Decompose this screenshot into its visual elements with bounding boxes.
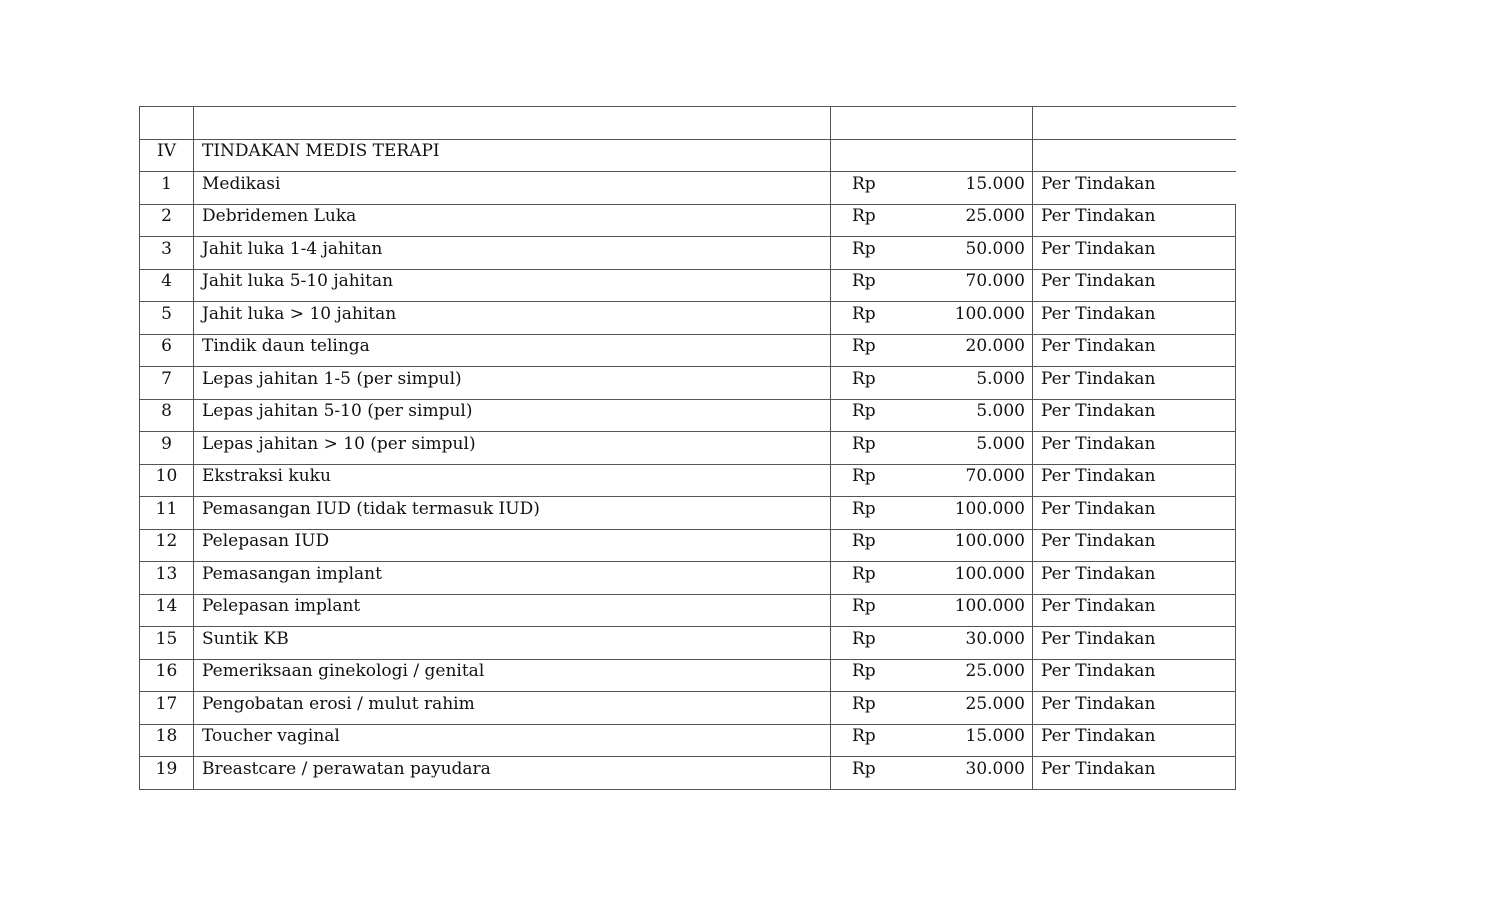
row-number: 4 xyxy=(140,269,194,302)
unit-label: Per Tindakan xyxy=(1033,562,1236,595)
row-number: 15 xyxy=(140,627,194,660)
service-name: Lepas jahitan 5-10 (per simpul) xyxy=(194,399,831,432)
currency-label: Rp xyxy=(852,661,876,682)
currency-label: Rp xyxy=(852,401,876,422)
price-amount: 25.000 xyxy=(965,206,1025,227)
price-amount: 30.000 xyxy=(965,758,1025,779)
price-amount: 100.000 xyxy=(954,498,1025,519)
unit-label: Per Tindakan xyxy=(1033,237,1236,270)
price-amount: 15.000 xyxy=(965,726,1025,747)
blank-header-row xyxy=(140,107,1236,140)
unit-label: Per Tindakan xyxy=(1033,367,1236,400)
currency-label: Rp xyxy=(852,466,876,487)
row-number: 14 xyxy=(140,594,194,627)
section-row xyxy=(140,139,1236,172)
price-amount: 70.000 xyxy=(965,466,1025,487)
unit-label: Per Tindakan xyxy=(1033,659,1236,692)
row-number: 3 xyxy=(140,237,194,270)
table-row xyxy=(140,334,1236,367)
currency-label: Rp xyxy=(852,433,876,454)
currency-label: Rp xyxy=(852,368,876,389)
table-row xyxy=(140,659,1236,692)
price-cell xyxy=(831,464,1033,497)
row-number: 2 xyxy=(140,204,194,237)
row-number: 11 xyxy=(140,497,194,530)
price-cell xyxy=(831,237,1033,270)
row-number: 10 xyxy=(140,464,194,497)
currency-label: Rp xyxy=(852,336,876,357)
price-cell xyxy=(831,594,1033,627)
unit-label: Per Tindakan xyxy=(1033,497,1236,530)
service-name: Pengobatan erosi / mulut rahim xyxy=(194,692,831,725)
price-cell xyxy=(831,692,1033,725)
price-amount: 25.000 xyxy=(965,693,1025,714)
table-body xyxy=(140,107,1236,790)
unit-label: Per Tindakan xyxy=(1033,204,1236,237)
currency-label: Rp xyxy=(852,173,876,194)
price-amount: 70.000 xyxy=(965,271,1025,292)
price-cell xyxy=(831,399,1033,432)
currency-label: Rp xyxy=(852,693,876,714)
price-cell xyxy=(831,204,1033,237)
service-name: Jahit luka 1-4 jahitan xyxy=(194,237,831,270)
unit-label: Per Tindakan xyxy=(1033,302,1236,335)
blank-cell xyxy=(1033,107,1236,140)
unit-label: Per Tindakan xyxy=(1033,399,1236,432)
table-row xyxy=(140,399,1236,432)
row-number: 8 xyxy=(140,399,194,432)
service-name: Toucher vaginal xyxy=(194,724,831,757)
blank-cell xyxy=(140,107,194,140)
table-row xyxy=(140,562,1236,595)
blank-cell xyxy=(831,107,1033,140)
price-amount: 100.000 xyxy=(954,303,1025,324)
price-amount: 100.000 xyxy=(954,563,1025,584)
service-name: Pelepasan implant xyxy=(194,594,831,627)
section-title: TINDAKAN MEDIS TERAPI xyxy=(194,139,831,172)
unit-label: Per Tindakan xyxy=(1033,432,1236,465)
currency-label: Rp xyxy=(852,271,876,292)
price-cell xyxy=(831,334,1033,367)
row-number: 5 xyxy=(140,302,194,335)
price-cell xyxy=(831,269,1033,302)
price-cell xyxy=(831,172,1033,205)
service-name: Pemasangan IUD (tidak termasuk IUD) xyxy=(194,497,831,530)
unit-label: Per Tindakan xyxy=(1033,464,1236,497)
price-cell xyxy=(831,367,1033,400)
blank-cell xyxy=(194,107,831,140)
price-cell xyxy=(831,627,1033,660)
service-name: Jahit luka > 10 jahitan xyxy=(194,302,831,335)
currency-label: Rp xyxy=(852,303,876,324)
currency-label: Rp xyxy=(852,498,876,519)
row-number: 1 xyxy=(140,172,194,205)
row-number: 6 xyxy=(140,334,194,367)
price-amount: 5.000 xyxy=(976,368,1025,389)
currency-label: Rp xyxy=(852,563,876,584)
table-row xyxy=(140,237,1236,270)
currency-label: Rp xyxy=(852,758,876,779)
price-amount: 15.000 xyxy=(965,173,1025,194)
unit-label: Per Tindakan xyxy=(1033,692,1236,725)
blank-cell xyxy=(831,139,1033,172)
currency-label: Rp xyxy=(852,531,876,552)
unit-label: Per Tindakan xyxy=(1033,594,1236,627)
row-number: 16 xyxy=(140,659,194,692)
table-row xyxy=(140,692,1236,725)
service-name: Pemasangan implant xyxy=(194,562,831,595)
unit-label: Per Tindakan xyxy=(1033,724,1236,757)
row-number: 18 xyxy=(140,724,194,757)
price-amount: 25.000 xyxy=(965,661,1025,682)
unit-label: Per Tindakan xyxy=(1033,757,1236,790)
section-number: IV xyxy=(140,139,194,172)
price-amount: 50.000 xyxy=(965,238,1025,259)
table-row xyxy=(140,432,1236,465)
service-name: Pelepasan IUD xyxy=(194,529,831,562)
price-cell xyxy=(831,529,1033,562)
currency-label: Rp xyxy=(852,206,876,227)
table-row xyxy=(140,464,1236,497)
service-name: Lepas jahitan > 10 (per simpul) xyxy=(194,432,831,465)
unit-label: Per Tindakan xyxy=(1033,172,1236,205)
table-row xyxy=(140,172,1236,205)
table-row xyxy=(140,757,1236,790)
price-cell xyxy=(831,302,1033,335)
table-row xyxy=(140,724,1236,757)
price-amount: 5.000 xyxy=(976,433,1025,454)
table-row xyxy=(140,367,1236,400)
price-amount: 5.000 xyxy=(976,401,1025,422)
table-row xyxy=(140,594,1236,627)
price-amount: 100.000 xyxy=(954,596,1025,617)
service-name: Ekstraksi kuku xyxy=(194,464,831,497)
currency-label: Rp xyxy=(852,596,876,617)
unit-label: Per Tindakan xyxy=(1033,269,1236,302)
table-row xyxy=(140,302,1236,335)
table-row xyxy=(140,497,1236,530)
service-name: Pemeriksaan ginekologi / genital xyxy=(194,659,831,692)
currency-label: Rp xyxy=(852,628,876,649)
price-amount: 30.000 xyxy=(965,628,1025,649)
unit-label: Per Tindakan xyxy=(1033,627,1236,660)
row-number: 12 xyxy=(140,529,194,562)
service-name: Suntik KB xyxy=(194,627,831,660)
row-number: 9 xyxy=(140,432,194,465)
price-amount: 100.000 xyxy=(954,531,1025,552)
unit-label: Per Tindakan xyxy=(1033,529,1236,562)
row-number: 7 xyxy=(140,367,194,400)
service-name: Medikasi xyxy=(194,172,831,205)
price-cell xyxy=(831,497,1033,530)
service-name: Jahit luka 5-10 jahitan xyxy=(194,269,831,302)
row-number: 17 xyxy=(140,692,194,725)
blank-cell xyxy=(1033,139,1236,172)
table-row xyxy=(140,529,1236,562)
tariff-table xyxy=(139,106,1236,790)
service-name: Breastcare / perawatan payudara xyxy=(194,757,831,790)
price-cell xyxy=(831,432,1033,465)
service-name: Tindik daun telinga xyxy=(194,334,831,367)
price-cell xyxy=(831,659,1033,692)
price-cell xyxy=(831,757,1033,790)
price-amount: 20.000 xyxy=(965,336,1025,357)
service-name: Lepas jahitan 1-5 (per simpul) xyxy=(194,367,831,400)
table-row xyxy=(140,204,1236,237)
unit-label: Per Tindakan xyxy=(1033,334,1236,367)
row-number: 19 xyxy=(140,757,194,790)
service-name: Debridemen Luka xyxy=(194,204,831,237)
price-cell xyxy=(831,724,1033,757)
price-cell xyxy=(831,562,1033,595)
currency-label: Rp xyxy=(852,726,876,747)
table-row xyxy=(140,269,1236,302)
table-row xyxy=(140,627,1236,660)
currency-label: Rp xyxy=(852,238,876,259)
row-number: 13 xyxy=(140,562,194,595)
